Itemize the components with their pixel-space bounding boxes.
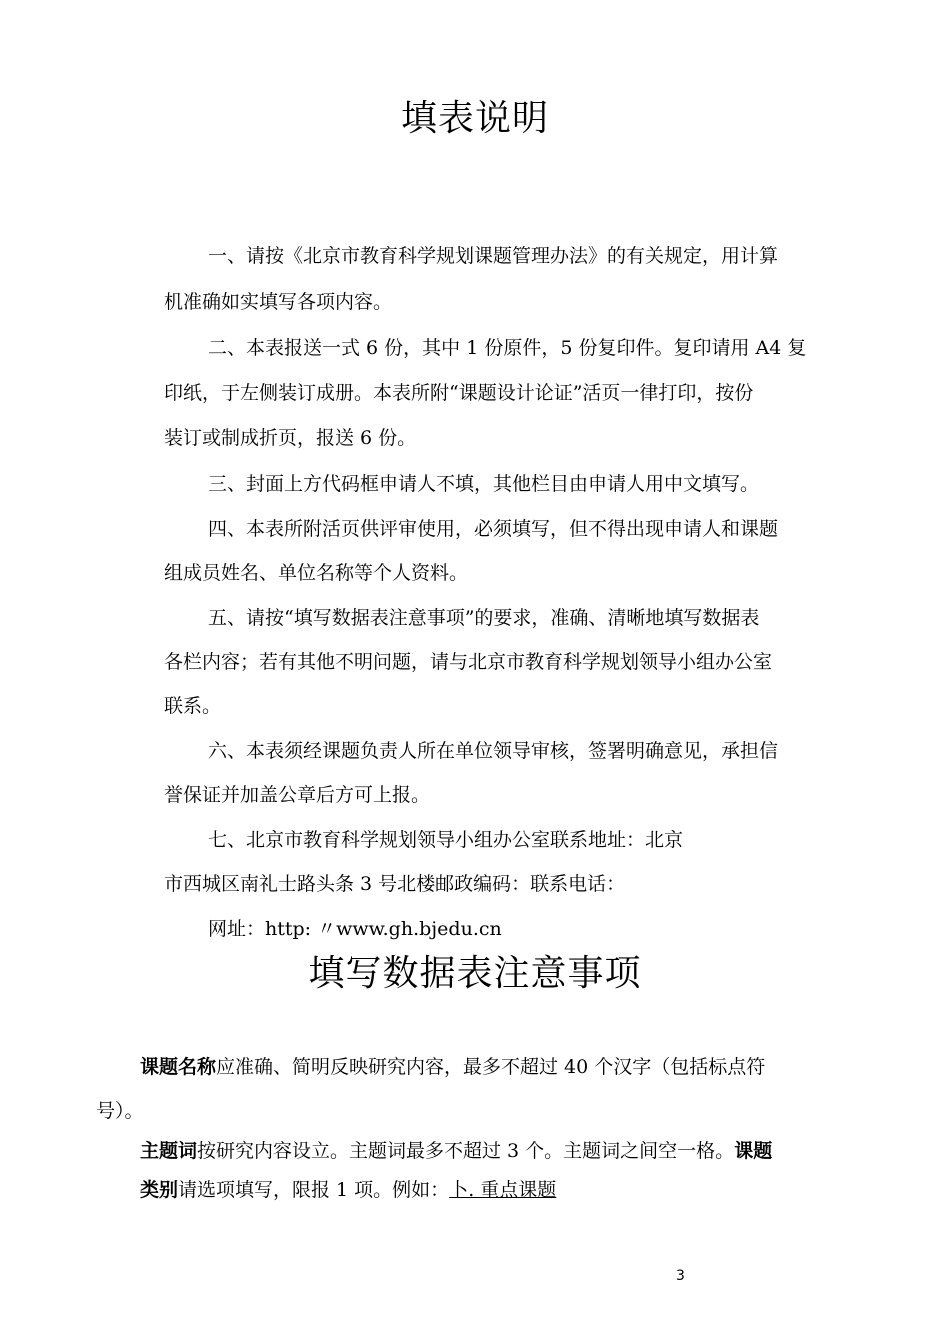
note-category [140, 1177, 556, 1203]
item-2-line-2: 印纸，于左侧装订成册。本表所附“课题设计论证”活页一律打印，按份 [164, 382, 754, 404]
note-keywords [140, 1138, 772, 1164]
label-topic-name: 课题名称 [140, 1056, 217, 1078]
item-5-line-2: 各栏内容；若有其他不明问题，请与北京市教育科学规划领导小组办公室 [164, 651, 773, 673]
item-4-line-2: 组成员姓名、单位名称等个人资料。 [164, 562, 469, 584]
item-1-line-1: 一、请按《北京市教育科学规划课题管理办法》的有关规定，用计算 [208, 245, 779, 267]
item-2-line-1: 二、本表报送一式 6 份，其中 1 份原件，5 份复印件。复印请用 A4 复 [208, 337, 807, 359]
title-data-table-notes: 填写数据表注意事项 [308, 953, 642, 994]
item-5-line-3: 联系。 [164, 695, 222, 717]
item-1-line-2: 机准确如实填写各项内容。 [164, 291, 393, 313]
item-7-line-2: 市西城区南礼士路头条 3 号北楼邮政编码：联系电话： [164, 873, 626, 895]
label-category-part-2: 类别 [140, 1179, 179, 1201]
item-7-line-1: 七、北京市教育科学规划领导小组办公室联系地址：北京 [208, 829, 684, 851]
item-3-line-1: 三、封面上方代码框申请人不填，其他栏目由申请人用中文填写。 [208, 473, 760, 495]
item-6-line-2: 誉保证并加盖公章后方可上报。 [164, 784, 431, 806]
item-5-line-1: 五、请按“填写数据表注意事项”的要求，准确、清晰地填写数据表 [208, 607, 760, 629]
item-6-line-1: 六、本表须经课题负责人所在单位领导审核，签署明确意见，承担信 [208, 740, 779, 762]
note-topic-name [140, 1054, 765, 1080]
category-example: 卜. 重点课题 [449, 1179, 557, 1201]
item-2-line-3: 装订或制成折页，报送 6 份。 [164, 427, 417, 449]
title-instructions: 填表说明 [400, 98, 549, 139]
label-category-part-1: 课题 [734, 1140, 773, 1162]
label-keywords: 主题词 [140, 1140, 198, 1162]
item-7-line-3: 网址：http: 〃www.gh.bjedu.cn [208, 918, 502, 940]
page-number: 3 [676, 1268, 685, 1284]
note-topic-name-line-2: 号）。 [96, 1100, 144, 1122]
note-keywords-text: 按研究内容设立。主题词最多不超过 3 个。主题词之间空一格。 [197, 1140, 735, 1162]
note-category-text: 请选项填写，限报 1 项。例如： [178, 1179, 450, 1201]
note-topic-name-text: 应准确、简明反映研究内容，最多不超过 40 个汉字（包括标点符 [216, 1056, 766, 1078]
item-4-line-1: 四、本表所附活页供评审使用，必须填写，但不得出现申请人和课题 [208, 518, 779, 540]
